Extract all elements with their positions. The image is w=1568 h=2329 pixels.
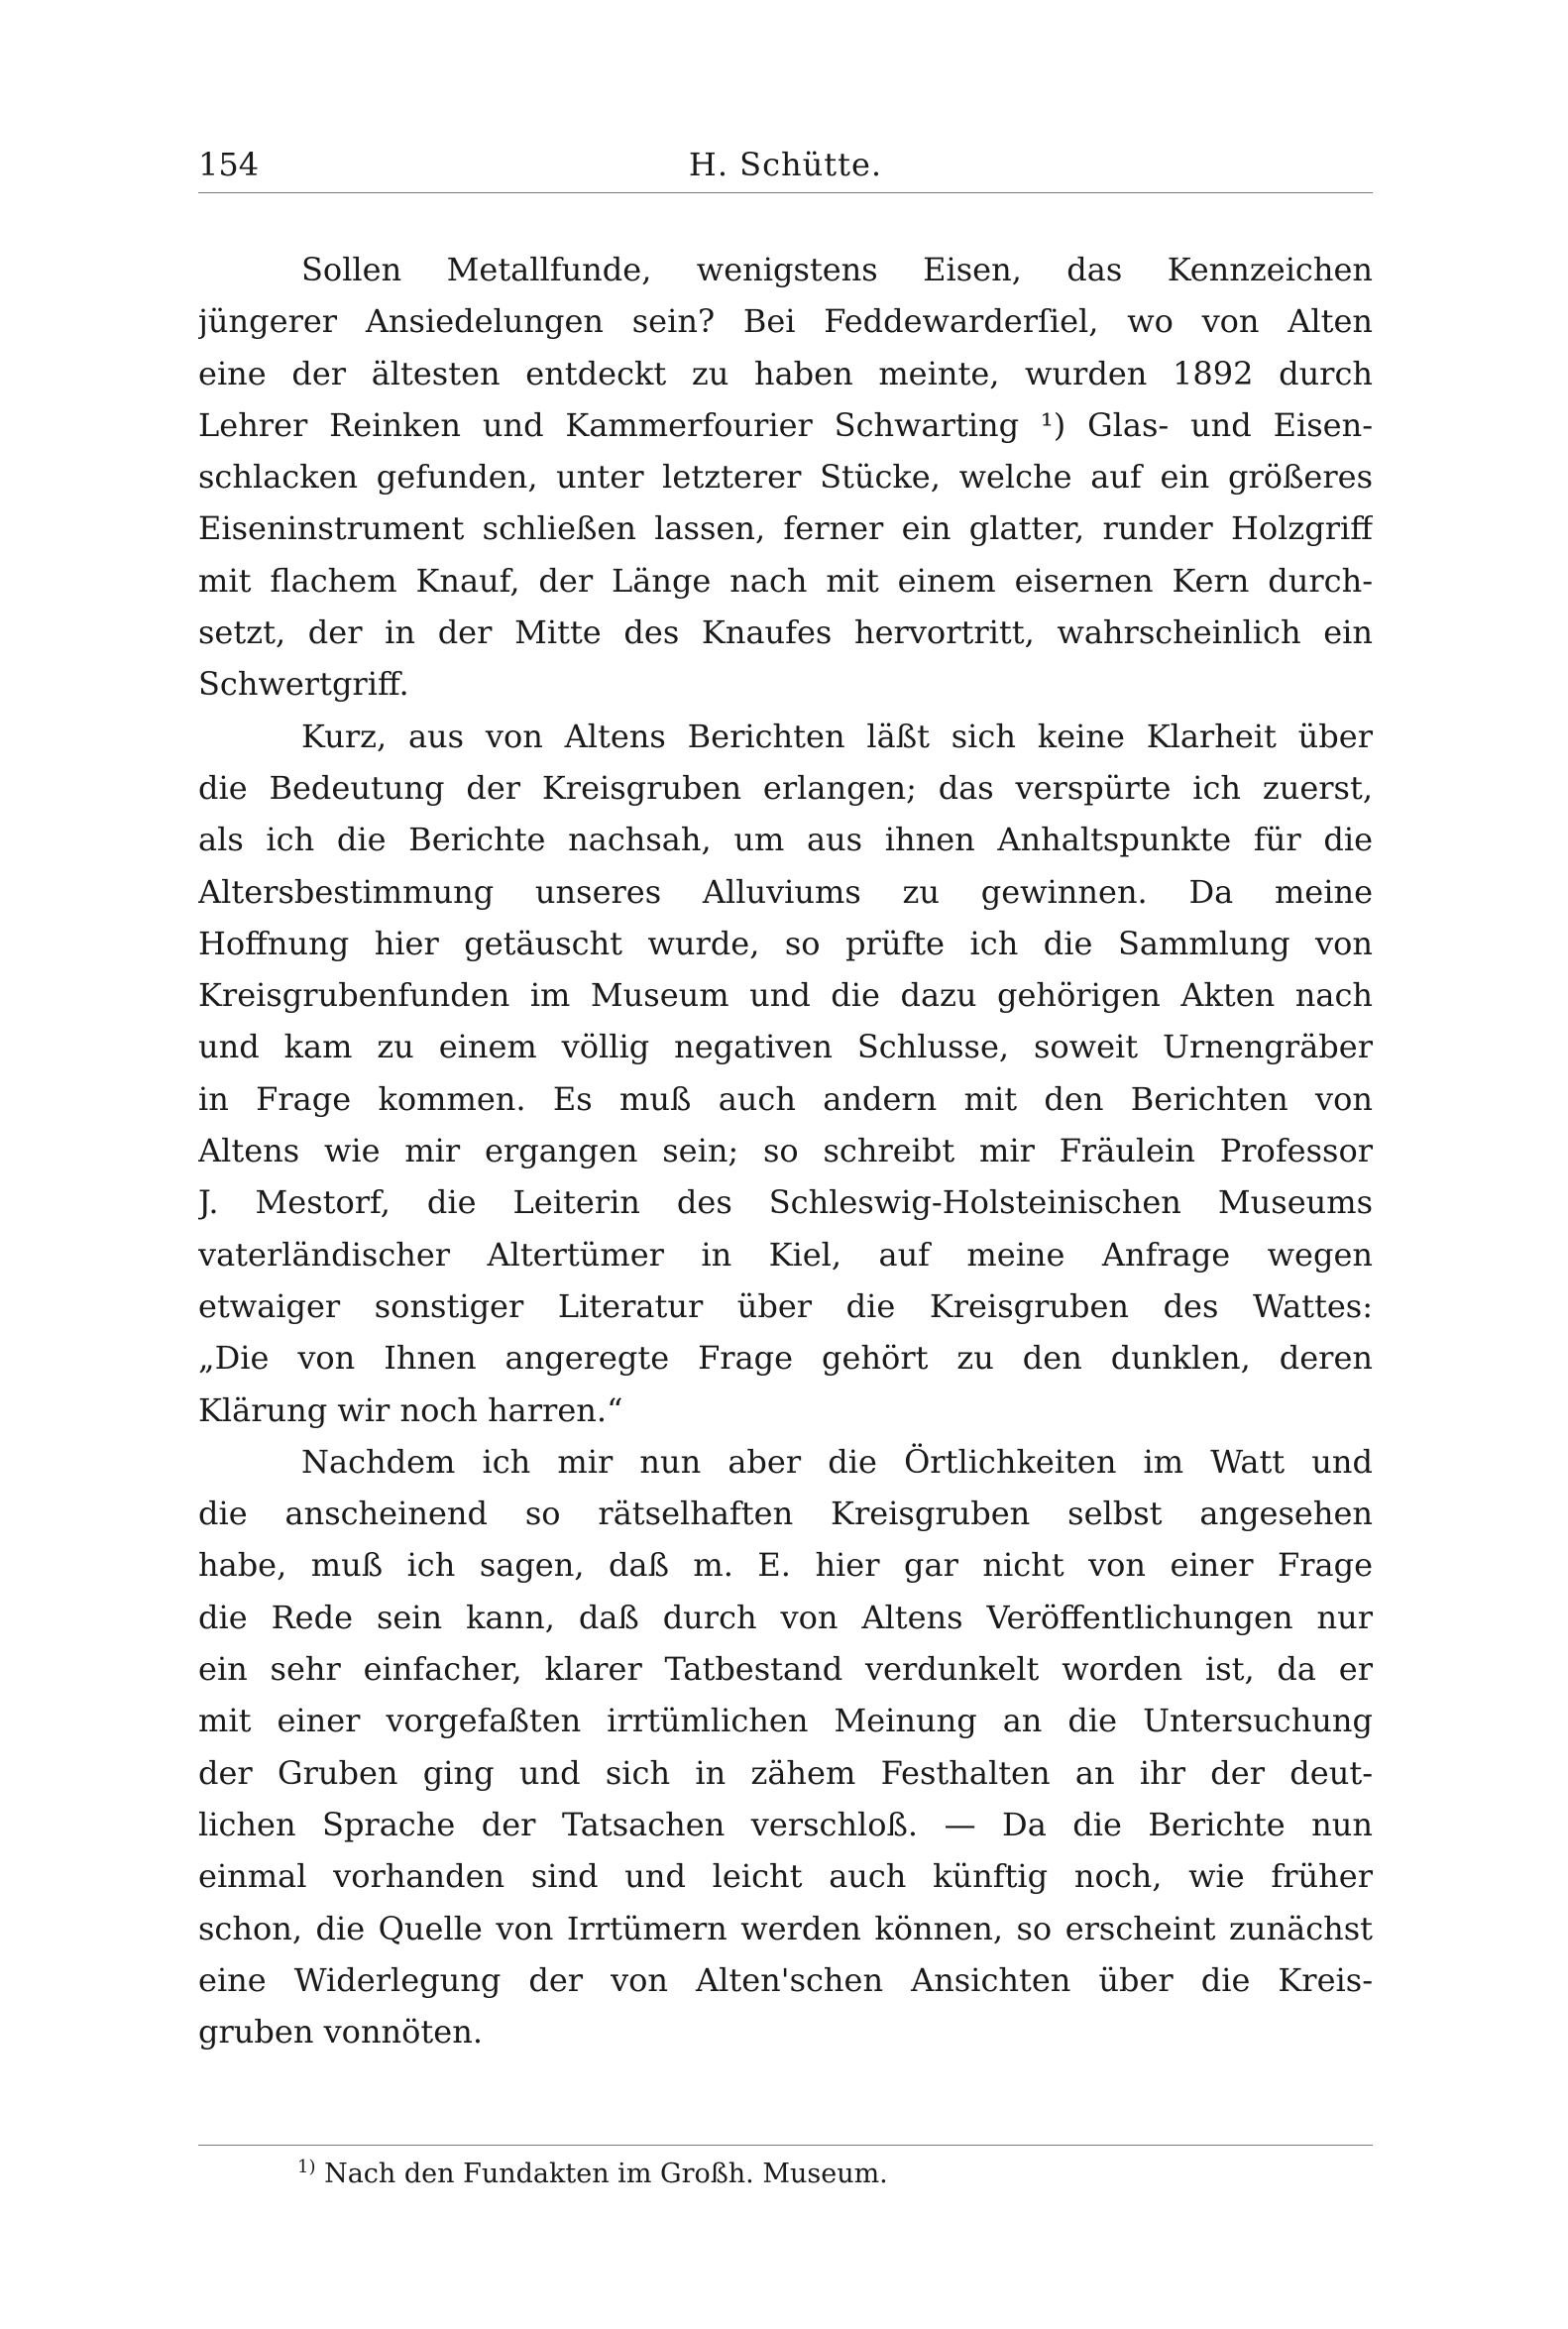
text-line: gruben vonnöten. xyxy=(198,2013,483,2052)
text-line: habe, muß ich sagen, daß m. E. hier gar nicht von einer Frage xyxy=(198,1546,1373,1585)
text-line: etwaiger sonstiger Literatur über die Kreisgruben des Wattes: xyxy=(198,1286,1373,1325)
footnote-rule xyxy=(198,2145,1373,2146)
text-line: Nachdem ich mir nun aber die Örtlichkeiten im Watt und xyxy=(301,1442,1373,1481)
text-line: ein sehr einfacher, klarer Tatbestand verdunkelt worden ist, da er xyxy=(198,1650,1373,1689)
footnote xyxy=(297,2155,888,2194)
text-line: als ich die Berichte nachsah, um aus ihnen Anhaltspunkte für die xyxy=(198,821,1373,859)
header-rule xyxy=(198,192,1373,193)
text-line: Klärung wir noch harren.“ xyxy=(198,1390,623,1429)
body-text xyxy=(198,244,1373,2057)
text-line: eine der ältesten entdeckt zu haben meinte, wurden 1892 durch xyxy=(198,354,1373,392)
running-head: H. Schütte. xyxy=(688,146,883,183)
text-line: lichen Sprache der Tatsachen verschloß. — Da die Berichte nun xyxy=(198,1805,1373,1843)
text-line: der Gruben ging und sich in zähem Festhalten an ihr der deut- xyxy=(198,1753,1373,1792)
text-line: einmal vorhanden sind und leicht auch künftig noch, wie früher xyxy=(198,1857,1373,1896)
text-line: eine Widerlegung der von Alten'schen Ansichten über die Kreis- xyxy=(198,1960,1373,1999)
text-line: die Rede sein kann, daß durch von Altens Veröffentlichungen nur xyxy=(198,1598,1373,1636)
text-line: und kam zu einem völlig negativen Schlusse, soweit Urnengräber xyxy=(198,1028,1373,1066)
text-line: in Frage kommen. Es muß auch andern mit den Berichten von xyxy=(198,1079,1373,1118)
footnote-marker: 1) xyxy=(297,2157,316,2177)
page-header xyxy=(198,145,1373,184)
text-line: schlacken gefunden, unter letzterer Stücke, welche auf ein größeres xyxy=(198,458,1373,497)
text-line: Hoffnung hier getäuscht wurde, so prüfte ich die Sammlung von xyxy=(198,924,1373,962)
text-line: mit einer vorgefaßten irrtümlichen Meinung an die Untersuchung xyxy=(198,1702,1373,1740)
footnote-text: Nach den Fundakten im Großh. Museum. xyxy=(324,2159,888,2189)
text-line: setzt, der in der Mitte des Knaufes hervortritt, wahrscheinlich ein xyxy=(198,613,1373,652)
text-line: jüngerer Ansiedelungen sein? Bei Feddewarderſiel, wo von Alten xyxy=(198,302,1373,341)
text-line: Sollen Metallfunde, wenigstens Eisen, das Kennzeichen xyxy=(301,251,1373,288)
text-line: Kurz, aus von Altens Berichten läßt sich keine Klarheit über xyxy=(301,717,1373,755)
text-line: Lehrer Reinken und Kammerfourier Schwarting ¹) Glas- und Eisen- xyxy=(198,405,1373,444)
text-line: „Die von Ihnen angeregte Frage gehört zu den dunklen, deren xyxy=(198,1339,1373,1378)
text-line: Schwertgriff. xyxy=(198,665,409,704)
text-line: die anscheinend so rätselhaften Kreisgruben selbst angesehen xyxy=(198,1495,1373,1533)
text-line: mit flachem Knauf, der Länge nach mit einem eisernen Kern durch- xyxy=(198,561,1373,600)
text-line: schon, die Quelle von Irrtümern werden können, so erscheint zunächst xyxy=(198,1909,1373,1947)
text-line: Altersbestimmung unseres Alluviums zu gewinnen. Da meine xyxy=(198,872,1373,911)
text-line: Kreisgrubenfunden im Museum und die dazu gehörigen Akten nach xyxy=(198,976,1373,1015)
page-number: 154 xyxy=(198,146,260,183)
text-line: die Bedeutung der Kreisgruben erlangen; das verspürte ich zuerst, xyxy=(198,768,1373,807)
text-line: Altens wie mir ergangen sein; so schreibt mir Fräulein Professor xyxy=(198,1132,1373,1170)
text-line: vaterländischer Altertümer in Kiel, auf meine Anfrage wegen xyxy=(198,1235,1373,1274)
text-line: Eiseninstrument schließen lassen, ferner ein glatter, runder Holzgriff xyxy=(198,509,1373,548)
text-line: J. Mestorf, die Leiterin des Schleswig-Holsteinischen Museums xyxy=(198,1183,1373,1222)
